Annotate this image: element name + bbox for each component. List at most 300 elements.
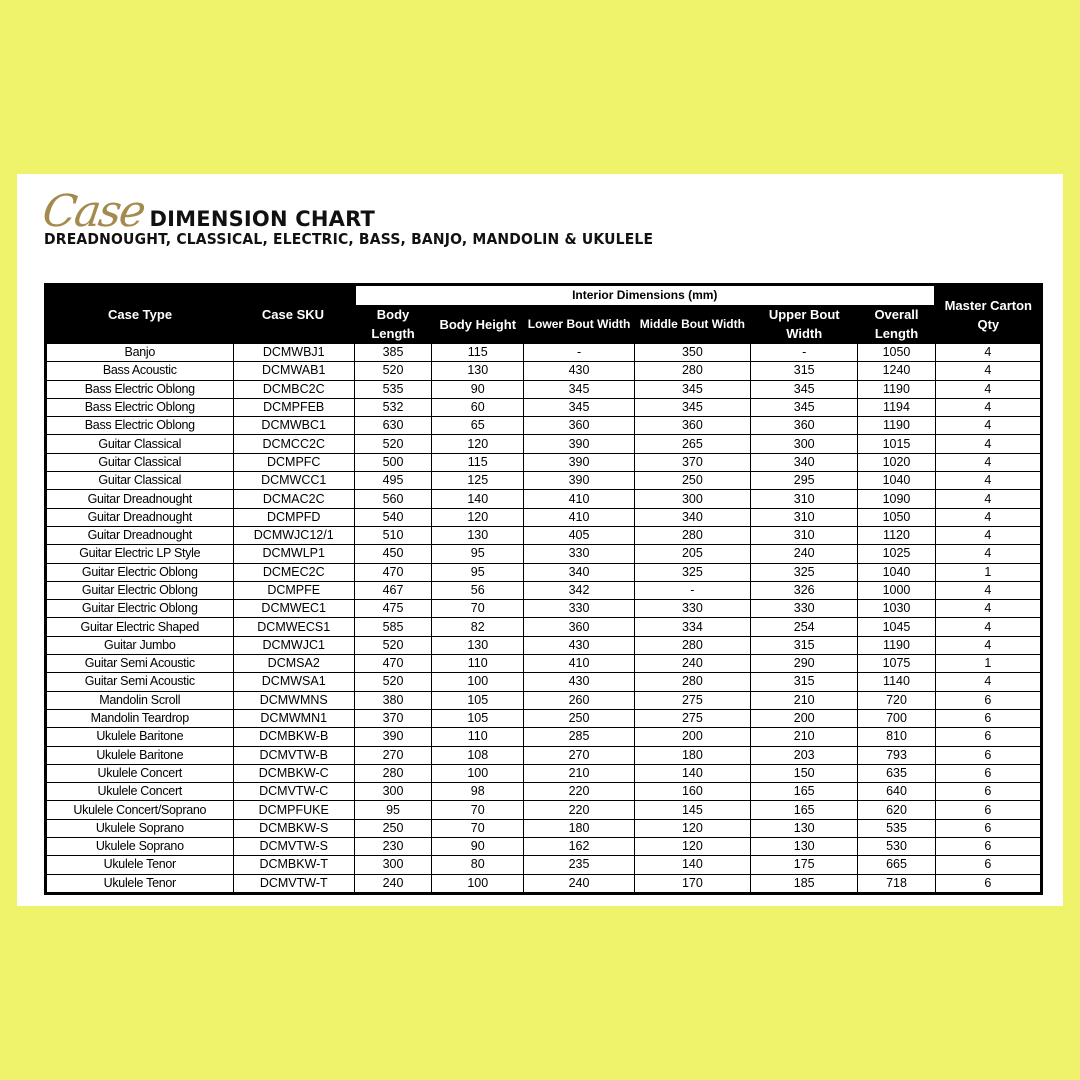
cell-body-length: 380 [354,691,431,709]
cell-case-type: Ukulele Concert [46,783,234,801]
cell-middle-bout: 180 [634,746,750,764]
cell-overall-length: 1075 [858,655,935,673]
cell-overall-length: 665 [858,856,935,874]
cell-case-type: Ukulele Baritone [46,746,234,764]
table-row [46,709,1042,727]
cell-middle-bout: 140 [634,856,750,874]
table-row [46,380,1042,398]
cell-body-length: 270 [354,746,431,764]
cell-body-height: 56 [432,581,524,599]
header-row-group [46,285,1042,306]
cell-master-carton: 1 [935,655,1041,673]
cell-upper-bout: 150 [751,764,858,782]
cell-lower-bout: 430 [524,673,634,691]
cell-case-sku: DCMWJC12/1 [233,526,354,544]
col-master-carton: Master Carton Qty [935,285,1041,344]
cell-case-sku: DCMPFUKE [233,801,354,819]
cell-case-type: Ukulele Concert [46,764,234,782]
col-case-sku: Case SKU [233,285,354,344]
cell-case-sku: DCMWMN1 [233,709,354,727]
cell-master-carton: 4 [935,490,1041,508]
cell-body-length: 475 [354,600,431,618]
cell-case-sku: DCMBC2C [233,380,354,398]
cell-middle-bout: 345 [634,380,750,398]
cell-lower-bout: 360 [524,417,634,435]
cell-lower-bout: 162 [524,838,634,856]
cell-case-type: Guitar Electric Oblong [46,581,234,599]
cell-master-carton: 4 [935,380,1041,398]
cell-middle-bout: 145 [634,801,750,819]
cell-body-height: 130 [432,636,524,654]
cell-overall-length: 620 [858,801,935,819]
table-row [46,417,1042,435]
cell-master-carton: 6 [935,838,1041,856]
cell-upper-bout: 315 [751,636,858,654]
cell-case-sku: DCMWAB1 [233,362,354,380]
cell-case-sku: DCMBKW-S [233,819,354,837]
cell-case-sku: DCMPFD [233,508,354,526]
cell-master-carton: 6 [935,856,1041,874]
col-body-length: Body Length [354,305,431,344]
cell-lower-bout: 410 [524,508,634,526]
cell-upper-bout: 203 [751,746,858,764]
table-row [46,618,1042,636]
table-row [46,526,1042,544]
table-row [46,545,1042,563]
cell-upper-bout: - [751,344,858,362]
cell-middle-bout: 275 [634,709,750,727]
table-row [46,435,1042,453]
cell-upper-bout: 345 [751,398,858,416]
cell-lower-bout: 430 [524,636,634,654]
cell-upper-bout: 200 [751,709,858,727]
dimension-table [44,283,1043,895]
cell-body-length: 560 [354,490,431,508]
cell-upper-bout: 340 [751,453,858,471]
cell-body-height: 105 [432,709,524,727]
cell-body-length: 370 [354,709,431,727]
cell-lower-bout: 410 [524,490,634,508]
cell-master-carton: 1 [935,563,1041,581]
col-interior-dimensions: Interior Dimensions (mm) [354,285,935,306]
cell-body-length: 495 [354,472,431,490]
cell-overall-length: 1194 [858,398,935,416]
cell-middle-bout: 325 [634,563,750,581]
cell-upper-bout: 295 [751,472,858,490]
cell-body-height: 100 [432,673,524,691]
cell-overall-length: 1020 [858,453,935,471]
cell-case-sku: DCMBKW-T [233,856,354,874]
cell-case-type: Banjo [46,344,234,362]
brand-header [39,186,376,237]
table-row [46,783,1042,801]
cell-case-type: Ukulele Soprano [46,819,234,837]
cell-middle-bout: 240 [634,655,750,673]
cell-upper-bout: 254 [751,618,858,636]
cell-master-carton: 4 [935,508,1041,526]
cell-body-height: 125 [432,472,524,490]
cell-overall-length: 810 [858,728,935,746]
cell-middle-bout: 340 [634,508,750,526]
cell-upper-bout: 326 [751,581,858,599]
cell-middle-bout: 350 [634,344,750,362]
cell-middle-bout: 120 [634,838,750,856]
cell-body-height: 70 [432,600,524,618]
cell-master-carton: 6 [935,746,1041,764]
cell-case-type: Bass Electric Oblong [46,417,234,435]
cell-lower-bout: 340 [524,563,634,581]
cell-upper-bout: 345 [751,380,858,398]
cell-body-length: 95 [354,801,431,819]
cell-master-carton: 4 [935,472,1041,490]
cell-body-length: 470 [354,563,431,581]
cell-body-length: 510 [354,526,431,544]
cell-lower-bout: 342 [524,581,634,599]
cell-body-height: 100 [432,874,524,893]
cell-case-type: Guitar Classical [46,472,234,490]
cell-case-sku: DCMVTW-B [233,746,354,764]
cell-overall-length: 1240 [858,362,935,380]
cell-case-type: Guitar Electric LP Style [46,545,234,563]
cell-body-length: 520 [354,435,431,453]
cell-master-carton: 4 [935,362,1041,380]
cell-middle-bout: - [634,581,750,599]
cell-lower-bout: 390 [524,435,634,453]
cell-case-type: Ukulele Concert/Soprano [46,801,234,819]
cell-middle-bout: 160 [634,783,750,801]
cell-case-type: Guitar Classical [46,435,234,453]
cell-overall-length: 700 [858,709,935,727]
cell-lower-bout: 220 [524,783,634,801]
col-upper-bout: Upper Bout Width [751,305,858,344]
cell-upper-bout: 325 [751,563,858,581]
cell-body-length: 630 [354,417,431,435]
cell-middle-bout: 334 [634,618,750,636]
cell-upper-bout: 310 [751,508,858,526]
table-row [46,581,1042,599]
cell-overall-length: 1050 [858,344,935,362]
cell-body-height: 90 [432,838,524,856]
cell-lower-bout: 390 [524,453,634,471]
cell-body-length: 520 [354,673,431,691]
cell-middle-bout: 280 [634,526,750,544]
cell-case-sku: DCMWECS1 [233,618,354,636]
cell-middle-bout: 205 [634,545,750,563]
cell-body-height: 130 [432,362,524,380]
cell-case-sku: DCMWLP1 [233,545,354,563]
cell-overall-length: 1050 [858,508,935,526]
table-row [46,655,1042,673]
cell-middle-bout: 140 [634,764,750,782]
cell-case-type: Guitar Dreadnought [46,508,234,526]
cell-case-type: Mandolin Teardrop [46,709,234,727]
cell-case-type: Guitar Electric Oblong [46,563,234,581]
cell-body-height: 60 [432,398,524,416]
cell-case-sku: DCMPFC [233,453,354,471]
cell-lower-bout: 285 [524,728,634,746]
cell-master-carton: 4 [935,636,1041,654]
cell-middle-bout: 265 [634,435,750,453]
cell-overall-length: 1190 [858,636,935,654]
cell-body-height: 108 [432,746,524,764]
cell-middle-bout: 170 [634,874,750,893]
cell-case-type: Guitar Semi Acoustic [46,673,234,691]
cell-upper-bout: 300 [751,435,858,453]
table-row [46,508,1042,526]
cell-overall-length: 1190 [858,417,935,435]
cell-body-height: 110 [432,728,524,746]
cell-overall-length: 530 [858,838,935,856]
cell-master-carton: 6 [935,691,1041,709]
table-row [46,819,1042,837]
cell-case-type: Guitar Electric Shaped [46,618,234,636]
cell-upper-bout: 315 [751,362,858,380]
cell-lower-bout: 250 [524,709,634,727]
cell-overall-length: 1040 [858,563,935,581]
table-row [46,453,1042,471]
cell-upper-bout: 290 [751,655,858,673]
cell-case-sku: DCMVTW-C [233,783,354,801]
cell-case-sku: DCMWBJ1 [233,344,354,362]
cell-body-length: 470 [354,655,431,673]
cell-case-sku: DCMWJC1 [233,636,354,654]
cell-middle-bout: 120 [634,819,750,837]
case-logo: Case [39,186,148,237]
cell-case-type: Bass Acoustic [46,362,234,380]
cell-overall-length: 1120 [858,526,935,544]
cell-case-sku: DCMBKW-C [233,764,354,782]
table-row [46,398,1042,416]
table-row [46,563,1042,581]
cell-body-length: 520 [354,636,431,654]
cell-middle-bout: 275 [634,691,750,709]
cell-overall-length: 535 [858,819,935,837]
cell-lower-bout: 180 [524,819,634,837]
cell-case-type: Ukulele Baritone [46,728,234,746]
cell-overall-length: 1045 [858,618,935,636]
cell-overall-length: 793 [858,746,935,764]
cell-case-sku: DCMVTW-T [233,874,354,893]
cell-body-height: 140 [432,490,524,508]
cell-upper-bout: 240 [751,545,858,563]
cell-middle-bout: 280 [634,362,750,380]
cell-body-height: 82 [432,618,524,636]
cell-body-height: 110 [432,655,524,673]
table-body [46,344,1042,894]
cell-lower-bout: 410 [524,655,634,673]
cell-body-length: 280 [354,764,431,782]
cell-lower-bout: 270 [524,746,634,764]
cell-body-height: 65 [432,417,524,435]
table-row [46,746,1042,764]
cell-lower-bout: 235 [524,856,634,874]
cell-overall-length: 1190 [858,380,935,398]
cell-body-height: 130 [432,526,524,544]
col-lower-bout: Lower Bout Width [524,305,634,344]
table-row [46,764,1042,782]
cell-upper-bout: 165 [751,801,858,819]
cell-case-type: Ukulele Soprano [46,838,234,856]
cell-case-sku: DCMPFE [233,581,354,599]
cell-case-type: Guitar Electric Oblong [46,600,234,618]
cell-overall-length: 1140 [858,673,935,691]
cell-body-height: 115 [432,344,524,362]
cell-master-carton: 4 [935,600,1041,618]
cell-overall-length: 1000 [858,581,935,599]
cell-master-carton: 4 [935,545,1041,563]
cell-upper-bout: 310 [751,490,858,508]
table-row [46,636,1042,654]
cell-case-sku: DCMEC2C [233,563,354,581]
cell-case-type: Guitar Dreadnought [46,490,234,508]
cell-master-carton: 6 [935,801,1041,819]
cell-master-carton: 6 [935,783,1041,801]
cell-case-sku: DCMWEC1 [233,600,354,618]
cell-master-carton: 6 [935,764,1041,782]
cell-body-length: 300 [354,783,431,801]
col-body-height: Body Height [432,305,524,344]
cell-middle-bout: 280 [634,673,750,691]
col-overall-length: Overall Length [858,305,935,344]
cell-overall-length: 718 [858,874,935,893]
cell-body-length: 450 [354,545,431,563]
cell-upper-bout: 130 [751,838,858,856]
cell-lower-bout: 430 [524,362,634,380]
cell-case-type: Ukulele Tenor [46,874,234,893]
col-middle-bout: Middle Bout Width [634,305,750,344]
cell-middle-bout: 345 [634,398,750,416]
cell-body-height: 95 [432,545,524,563]
cell-master-carton: 4 [935,673,1041,691]
cell-body-height: 120 [432,435,524,453]
cell-lower-bout: - [524,344,634,362]
cell-lower-bout: 360 [524,618,634,636]
cell-master-carton: 4 [935,453,1041,471]
cell-master-carton: 4 [935,417,1041,435]
cell-master-carton: 4 [935,618,1041,636]
cell-middle-bout: 200 [634,728,750,746]
cell-upper-bout: 310 [751,526,858,544]
cell-overall-length: 720 [858,691,935,709]
chart-subtitle: DREADNOUGHT, CLASSICAL, ELECTRIC, BASS, BANJO, MANDOLIN & UKULELE [44,230,654,248]
cell-case-sku: DCMBKW-B [233,728,354,746]
cell-upper-bout: 330 [751,600,858,618]
cell-upper-bout: 165 [751,783,858,801]
cell-overall-length: 1015 [858,435,935,453]
cell-master-carton: 4 [935,435,1041,453]
cell-body-height: 120 [432,508,524,526]
cell-upper-bout: 175 [751,856,858,874]
cell-case-sku: DCMAC2C [233,490,354,508]
cell-overall-length: 1040 [858,472,935,490]
cell-case-sku: DCMWCC1 [233,472,354,490]
cell-lower-bout: 330 [524,545,634,563]
dimension-chart-card [17,174,1063,906]
cell-lower-bout: 220 [524,801,634,819]
cell-middle-bout: 300 [634,490,750,508]
cell-body-length: 532 [354,398,431,416]
cell-body-height: 90 [432,380,524,398]
cell-upper-bout: 315 [751,673,858,691]
cell-lower-bout: 405 [524,526,634,544]
cell-upper-bout: 210 [751,728,858,746]
cell-body-length: 535 [354,380,431,398]
cell-overall-length: 1025 [858,545,935,563]
table-row [46,691,1042,709]
cell-lower-bout: 345 [524,398,634,416]
cell-master-carton: 4 [935,344,1041,362]
cell-body-height: 105 [432,691,524,709]
cell-body-length: 500 [354,453,431,471]
cell-master-carton: 6 [935,874,1041,893]
cell-master-carton: 6 [935,709,1041,727]
cell-body-length: 250 [354,819,431,837]
cell-middle-bout: 360 [634,417,750,435]
cell-case-sku: DCMVTW-S [233,838,354,856]
cell-body-length: 520 [354,362,431,380]
chart-title: DIMENSION CHART [149,207,376,231]
cell-overall-length: 640 [858,783,935,801]
cell-case-type: Guitar Semi Acoustic [46,655,234,673]
cell-case-type: Ukulele Tenor [46,856,234,874]
cell-body-length: 230 [354,838,431,856]
col-case-type: Case Type [46,285,234,344]
cell-body-length: 390 [354,728,431,746]
cell-body-length: 467 [354,581,431,599]
cell-body-length: 540 [354,508,431,526]
cell-middle-bout: 250 [634,472,750,490]
cell-case-sku: DCMPFEB [233,398,354,416]
cell-body-length: 385 [354,344,431,362]
cell-body-height: 70 [432,801,524,819]
cell-case-sku: DCMWSA1 [233,673,354,691]
cell-body-height: 70 [432,819,524,837]
table-row [46,600,1042,618]
cell-body-length: 585 [354,618,431,636]
cell-case-sku: DCMWMNS [233,691,354,709]
cell-case-type: Guitar Dreadnought [46,526,234,544]
cell-body-height: 115 [432,453,524,471]
cell-body-length: 300 [354,856,431,874]
cell-lower-bout: 210 [524,764,634,782]
cell-body-height: 80 [432,856,524,874]
cell-upper-bout: 130 [751,819,858,837]
cell-case-type: Bass Electric Oblong [46,398,234,416]
cell-master-carton: 4 [935,581,1041,599]
table-row [46,344,1042,362]
cell-case-sku: DCMSA2 [233,655,354,673]
cell-body-height: 98 [432,783,524,801]
cell-overall-length: 635 [858,764,935,782]
cell-case-sku: DCMWBC1 [233,417,354,435]
cell-master-carton: 4 [935,398,1041,416]
cell-lower-bout: 260 [524,691,634,709]
cell-lower-bout: 345 [524,380,634,398]
table-row [46,472,1042,490]
table-row [46,362,1042,380]
cell-middle-bout: 370 [634,453,750,471]
cell-middle-bout: 280 [634,636,750,654]
cell-lower-bout: 240 [524,874,634,893]
cell-body-length: 240 [354,874,431,893]
cell-middle-bout: 330 [634,600,750,618]
cell-case-type: Guitar Jumbo [46,636,234,654]
table-row [46,856,1042,874]
cell-upper-bout: 210 [751,691,858,709]
cell-case-type: Guitar Classical [46,453,234,471]
cell-case-sku: DCMCC2C [233,435,354,453]
cell-overall-length: 1030 [858,600,935,618]
